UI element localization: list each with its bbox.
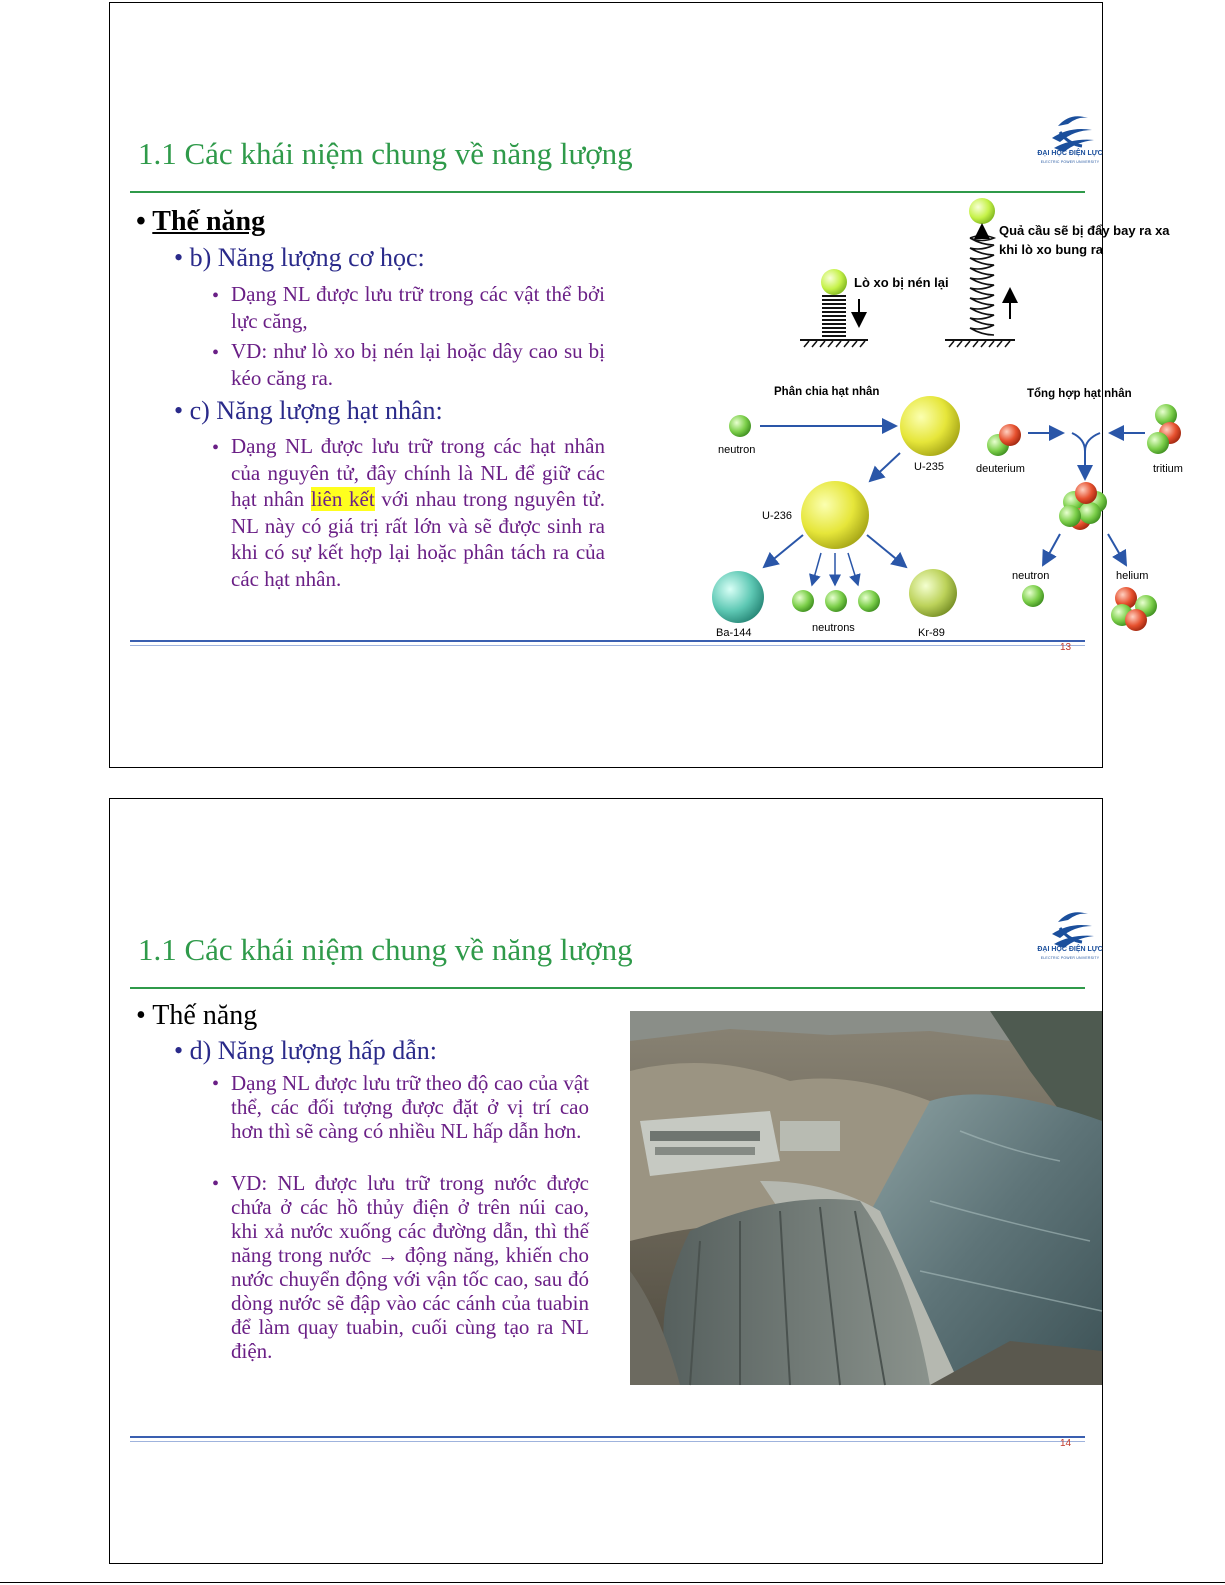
section-d: • d) Năng lượng hấp dẫn: bbox=[174, 1036, 437, 1065]
svg-text:tritium: tritium bbox=[1153, 463, 1183, 475]
svg-text:U-235: U-235 bbox=[914, 461, 944, 473]
svg-text:deuterium: deuterium bbox=[976, 463, 1025, 475]
page-bottom-edge bbox=[0, 1582, 1225, 1583]
section-b: • b) Năng lượng cơ học: bbox=[174, 243, 425, 272]
svg-text:neutron: neutron bbox=[718, 444, 756, 456]
svg-text:U-236: U-236 bbox=[762, 510, 792, 522]
d-item-2: VD: NL được lưu trữ trong nước được chứa ở các hồ thủy điện ở trên núi cao, khi xả nước xuống các đường dẫn, thì thế năng trong nước → động năng, khiến cho nước chuyển động với vận tốc cao, sau đó dòng nước sẽ đập vào các cánh của tuabin để làm quay tuabin, cuối cùng tạo ra NL điện. bbox=[231, 1171, 589, 1363]
b-item-1: Dạng NL được lưu trữ trong các vật thể bởi lực căng, bbox=[231, 282, 605, 333]
svg-text:neutron: neutron bbox=[1012, 570, 1050, 582]
slide-13 bbox=[109, 2, 1183, 768]
bullet: • bbox=[212, 285, 220, 307]
logo-name: ĐẠI HỌC ĐIỆN LỰC bbox=[1037, 946, 1103, 953]
svg-text:Lò xo bị nén lại: Lò xo bị nén lại bbox=[854, 275, 949, 290]
svg-text:Tổng hợp hạt nhân: Tổng hợp hạt nhân bbox=[1027, 388, 1132, 400]
bullet: • bbox=[212, 1173, 220, 1195]
svg-text:khi lò xo bung ra: khi lò xo bung ra bbox=[999, 242, 1104, 257]
heading-the-nang: • Thế năng bbox=[136, 1000, 258, 1031]
bullet: • bbox=[212, 342, 220, 364]
logo-subtitle: ELECTRIC POWER UNIVERSITY bbox=[1040, 956, 1100, 960]
fusion-process bbox=[976, 404, 1183, 631]
svg-text:Phân chia hạt nhân: Phân chia hạt nhân bbox=[774, 386, 880, 398]
page-number: 14 bbox=[1060, 1438, 1072, 1449]
highlight-lien-ket: liên kết bbox=[310, 487, 375, 512]
svg-text:Ba-144: Ba-144 bbox=[716, 627, 752, 639]
released-spring-icon bbox=[945, 198, 1015, 347]
slide-title: 1.1 Các khái niệm chung về năng lượng bbox=[138, 932, 633, 967]
logo-name: ĐẠI HỌC ĐIỆN LỰC bbox=[1037, 150, 1103, 157]
university-logo-icon bbox=[1038, 108, 1102, 168]
bullet: • bbox=[212, 437, 220, 459]
fission-process bbox=[712, 396, 960, 639]
footer-divider bbox=[130, 1436, 1085, 1442]
svg-text:Quả cầu sẽ bị đẩy bay ra xa: Quả cầu sẽ bị đẩy bay ra xa bbox=[999, 223, 1170, 238]
svg-text:neutrons: neutrons bbox=[812, 622, 855, 634]
b-item-2: VD: như lò xo bị nén lại hoặc dây cao su bị kéo căng ra. bbox=[231, 339, 605, 390]
d-item-1: Dạng NL được lưu trữ theo độ cao của vật thể, các đối tượng được đặt ở vị trí cao hơn thì sẽ càng có nhiều NL hấp dẫn hơn. bbox=[231, 1071, 589, 1143]
bullet: • bbox=[212, 1073, 220, 1095]
slide-title: 1.1 Các khái niệm chung về năng lượng bbox=[138, 136, 633, 171]
section-c: • c) Năng lượng hạt nhân: bbox=[174, 396, 443, 425]
svg-text:Kr-89: Kr-89 bbox=[918, 627, 945, 639]
svg-text:helium: helium bbox=[1116, 570, 1149, 582]
page-number: 13 bbox=[1060, 642, 1072, 653]
nuclear-energy-diagram bbox=[600, 193, 1183, 643]
university-logo-icon bbox=[1038, 904, 1102, 964]
slide-14 bbox=[109, 798, 1103, 1564]
c-item-1: Dạng NL được lưu trữ trong các hạt nhân của nguyên tử, đây chính là NL để giữ các hạt nhân liên kết với nhau trong nguyên tử. NL này có giá trị rất lớn và sẽ được sinh ra khi có sự kết hợp lại hoặc phân tách ra của các hạt nhân. bbox=[231, 434, 606, 591]
footer-divider bbox=[130, 640, 1085, 646]
hydro-dam-photo bbox=[630, 1011, 1102, 1385]
title-divider bbox=[130, 987, 1085, 989]
heading-the-nang: • Thế năng bbox=[136, 206, 266, 237]
logo-subtitle: ELECTRIC POWER UNIVERSITY bbox=[1040, 160, 1100, 164]
